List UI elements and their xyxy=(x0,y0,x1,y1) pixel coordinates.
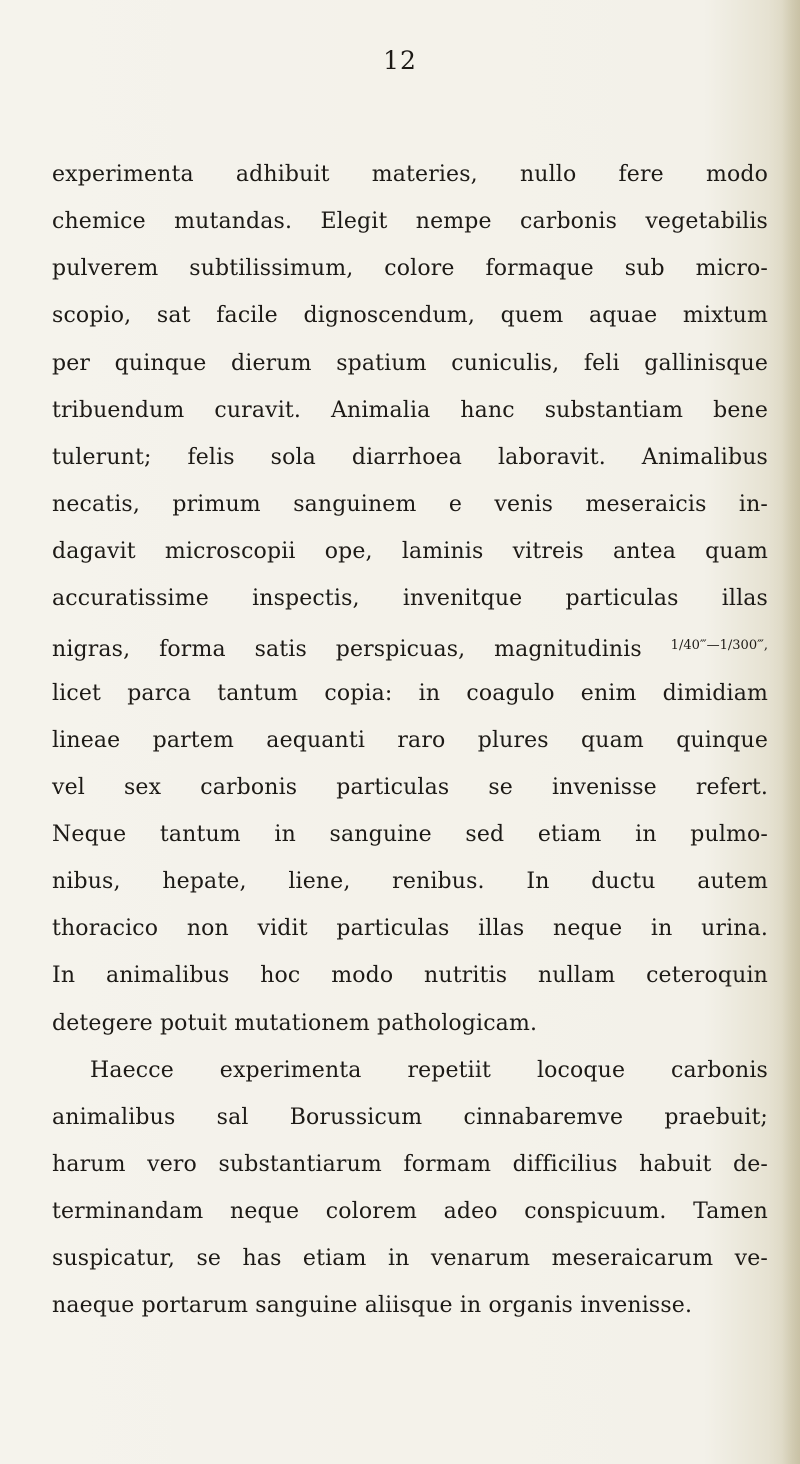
text-line: detegere potuit mutationem pathologicam. xyxy=(52,1010,538,1036)
text-line-with-fraction xyxy=(52,622,768,669)
text-line: naeque portarum sanguine aliisque in organis invenisse. xyxy=(52,1293,693,1319)
text-line: nibus, hepate, liene, renibus. In ductu autem xyxy=(52,869,768,895)
text-line: experimenta adhibuit materies, nullo fere modo xyxy=(52,162,768,187)
page-number: 12 xyxy=(383,46,417,75)
body-text xyxy=(52,151,768,1330)
text-line: licet parca tantum copia: in coagulo enim dimidiam xyxy=(52,680,768,706)
text-line: animalibus sal Borussicum cinnabaremve praebuit; xyxy=(52,1104,768,1130)
text-line: per quinque dierum spatium cuniculis, feli gallinisque xyxy=(52,350,768,376)
text-line: In animalibus hoc modo nutritis nullam ceteroquin xyxy=(52,963,768,989)
text-line: lineae partem aequanti raro plures quam quinque xyxy=(52,727,768,753)
magnitude-fraction: 1/40‴—1/300‴, xyxy=(670,638,768,654)
text-line: pulverem subtilissimum, colore formaque sub micro- xyxy=(52,256,768,282)
text-line: necatis, primum sanguinem e venis meseraicis in- xyxy=(52,491,768,517)
text-line: nigras, forma satis perspicuas, magnitudinis xyxy=(52,637,642,663)
text-line: vel sex carbonis particulas se invenisse refert. xyxy=(52,774,768,800)
text-line: Neque tantum in sanguine sed etiam in pulmo- xyxy=(52,821,768,847)
text-line: harum vero substantiarum formam difficilius habuit de- xyxy=(52,1151,768,1177)
text-line: tulerunt; felis sola diarrhoea laboravit. Animalibus xyxy=(52,444,768,470)
text-line: thoracico non vidit particulas illas neque in urina. xyxy=(52,916,768,942)
text-line: chemice mutandas. Elegit nempe carbonis vegetabilis xyxy=(52,209,768,235)
text-line: accuratissime inspectis, invenitque particulas illas xyxy=(52,586,768,612)
text-line: Haecce experimenta repetiit locoque carbonis xyxy=(90,1057,768,1083)
page-edge-shadow xyxy=(782,0,800,1464)
text-line: dagavit microscopii ope, laminis vitreis antea quam xyxy=(52,539,768,565)
text-line: scopio, sat facile dignoscendum, quem aquae mixtum xyxy=(52,303,768,329)
text-line: terminandam neque colorem adeo conspicuum. Tamen xyxy=(52,1199,768,1225)
text-line: suspicatur, se has etiam in venarum meseraicarum ve- xyxy=(52,1246,768,1272)
text-line: tribuendum curavit. Animalia hanc substantiam bene xyxy=(52,397,768,423)
